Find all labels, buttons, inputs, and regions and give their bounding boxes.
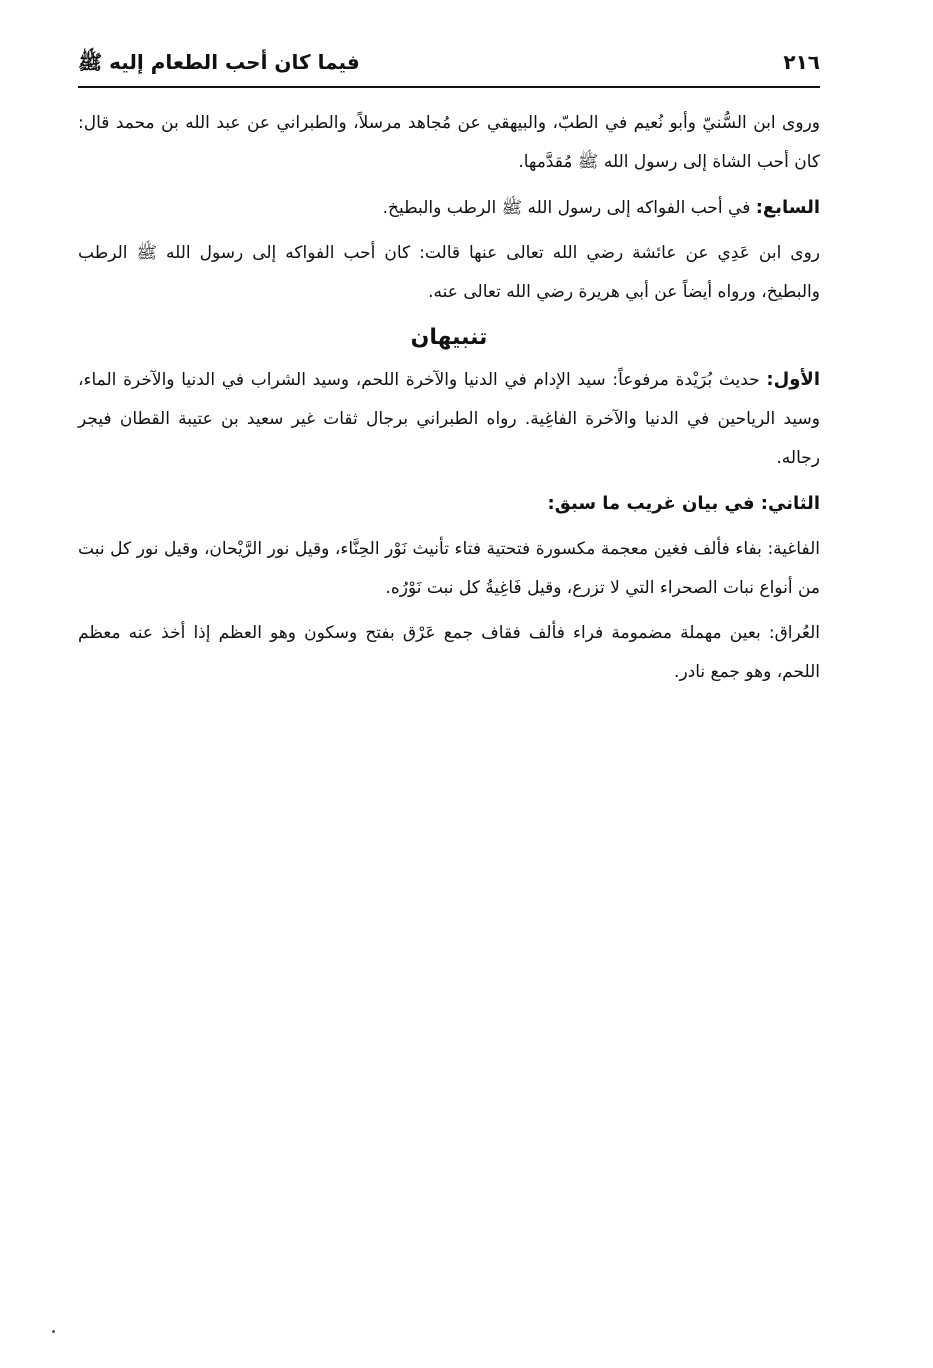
running-title: فيما كان أحب الطعام إليه ﷺ [78, 50, 360, 74]
paragraph-4 [78, 360, 820, 478]
paragraph-2 [78, 188, 820, 228]
page-header [78, 46, 820, 88]
paragraph-4-lead: الأول: [766, 369, 820, 390]
scan-speck [52, 1330, 55, 1333]
paragraph-4-text: حديث بُرَيْدة مرفوعاً: سيد الإدام في الدنيا والآخرة اللحم، وسيد الشراب في الدنيا والآخرة الماء، وسيد الرياحين في الدنيا والآخرة الفاغِية. رواه الطبراني برجال ثقات غير سعيد بن عتيبة القطان فيجر رجاله. [78, 370, 820, 468]
page-number: ٢١٦ [783, 50, 820, 74]
paragraph-6: الفاغية: بفاء فألف فغين معجمة مكسورة فتحتية فتاء تأنيث نَوْر الحِنَّاء، وقيل نور الرَّيْحان، وقيل نور كل نبت من أنواع نبات الصحراء التي لا تزرع، وقيل فَاغِيةُ كل نبت نَوْرُه. [78, 539, 820, 598]
paragraph-1: وروى ابن السُّنيّ وأبو نُعيم في الطبّ، والبيهقي عن مُجاهد مرسلاً، والطبراني عن عبد الله بن محمد قال: كان أحب الشاة إلى رسول الله ﷺ مُقدَّمها. [78, 113, 820, 172]
section-heading: تنبيهان [410, 325, 488, 350]
body-text [78, 104, 820, 698]
paragraph-7: العُراق: بعين مهملة مضمومة فراء فألف فقاف جمع عَرْق بفتح وسكون وهو العظم إذا أخذ عنه معظم اللحم، وهو جمع نادر. [78, 623, 820, 682]
paragraph-5 [78, 484, 820, 524]
subheading-second: الثاني: في بيان غريب ما سبق: [547, 493, 820, 514]
paragraph-2-text: في أحب الفواكه إلى رسول الله ﷺ الرطب والبطيخ. [382, 198, 756, 218]
paragraph-3: روى ابن عَدِي عن عائشة رضي الله تعالى عنها قالت: كان أحب الفواكه إلى رسول الله ﷺ الرطب والبطيخ، ورواه أيضاً عن أبي هريرة رضي الله تعالى عنه. [78, 243, 820, 302]
paragraph-2-lead: السابع: [755, 197, 820, 218]
